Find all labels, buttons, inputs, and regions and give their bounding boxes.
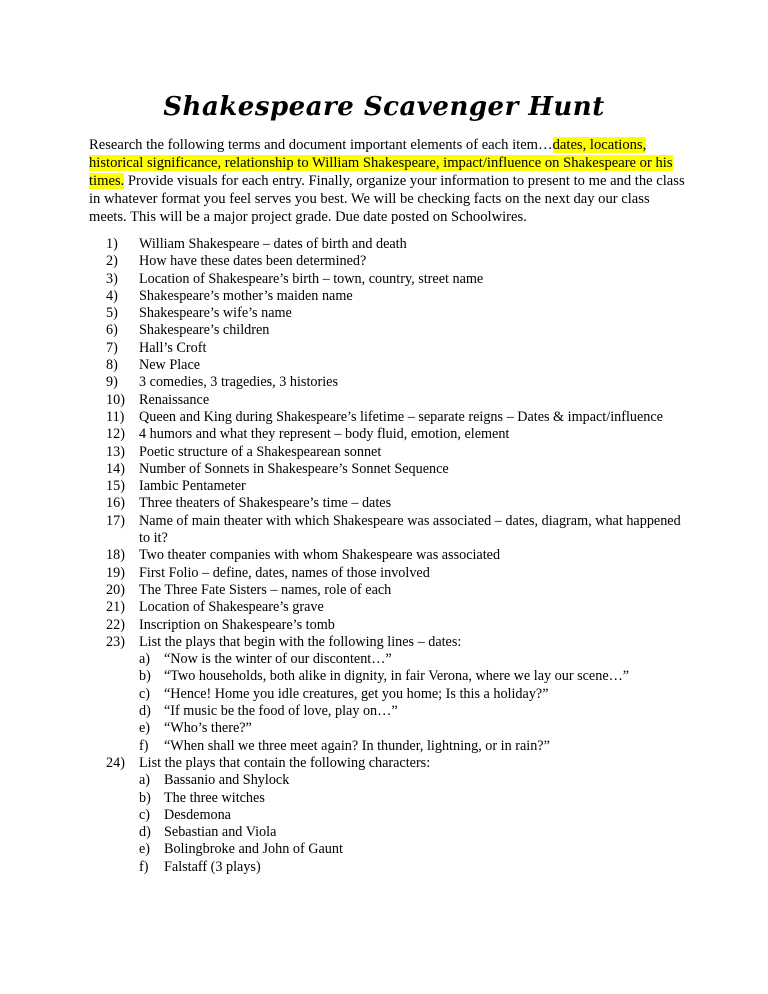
list-item <box>106 582 686 599</box>
list-item-number: 23) <box>106 633 125 650</box>
sub-list-item-text: Bassanio and Shylock <box>164 772 290 789</box>
sub-list-item <box>139 668 686 685</box>
list-item-text: Three theaters of Shakespeare’s time – dates <box>139 495 392 512</box>
list-item <box>106 253 686 270</box>
list-item-text: Shakespeare’s children <box>139 322 270 339</box>
intro-highlighted-text: dates, locations, historical significance, relationship to William Shakespeare, impact/influence on Shakespeare or his times. <box>89 137 673 189</box>
list-item-number: 10) <box>106 391 125 408</box>
list-item-number: 14) <box>106 460 125 477</box>
sub-list-item <box>139 790 686 807</box>
list-item <box>106 617 686 634</box>
list-item <box>106 426 686 443</box>
sub-list-item-letter: f) <box>139 737 149 754</box>
list-item <box>106 236 686 253</box>
sub-list-item <box>139 841 686 858</box>
list-item-number: 15) <box>106 478 125 495</box>
list-item <box>106 322 686 339</box>
sub-list-item-letter: c) <box>139 806 151 823</box>
page-title: Shakespeare Scavenger Hunt <box>163 92 605 122</box>
sub-list-item <box>139 686 686 703</box>
sub-list-item <box>139 772 686 789</box>
list-item <box>106 547 686 564</box>
list-item-text: The Three Fate Sisters – names, role of each <box>139 581 392 598</box>
list-item-number: 11) <box>106 408 125 425</box>
sub-list-item-letter: d) <box>139 824 151 841</box>
list-item-number: 24) <box>106 754 125 771</box>
list-item <box>106 444 686 461</box>
sub-list-item <box>139 738 686 755</box>
list-item <box>106 374 686 391</box>
list-item <box>106 357 686 374</box>
list-item-text: Shakespeare’s wife’s name <box>139 305 292 322</box>
sub-list-item <box>139 807 686 824</box>
sub-list-item-text: Falstaff (3 plays) <box>164 858 261 875</box>
list-item-text: Queen and King during Shakespeare’s lifetime – separate reigns – Dates & impact/influence <box>139 408 663 425</box>
list-item <box>106 409 686 426</box>
list-item-number: 19) <box>106 564 125 581</box>
sub-list-item <box>139 859 686 876</box>
list-item-number: 21) <box>106 599 125 616</box>
list-item-text: Location of Shakespeare’s birth – town, country, street name <box>139 270 484 287</box>
sub-list-item <box>139 651 686 668</box>
list-item-number: 4) <box>106 287 118 304</box>
list-item <box>106 634 686 651</box>
list-item <box>106 305 686 322</box>
sub-list-item-letter: a) <box>139 772 151 789</box>
sub-list-item-letter: b) <box>139 668 151 685</box>
list-item-text: Shakespeare’s mother’s maiden name <box>139 287 353 304</box>
sub-list-item-text: “If music be the food of love, play on…” <box>164 703 398 720</box>
list-item-number: 16) <box>106 495 125 512</box>
list-item-number: 17) <box>106 512 125 529</box>
list-item-number: 5) <box>106 305 118 322</box>
list-item-number: 20) <box>106 581 125 598</box>
list-item-text: Hall’s Croft <box>139 339 207 356</box>
sub-list-item-letter: e) <box>139 841 151 858</box>
list-item <box>106 478 686 495</box>
list-item-number: 18) <box>106 547 125 564</box>
list-item-number: 13) <box>106 443 125 460</box>
sub-list-item-letter: e) <box>139 720 151 737</box>
list-item-number: 7) <box>106 339 118 356</box>
list-item <box>106 565 686 582</box>
intro-text-start: Research the following terms and document important elements of each item… <box>89 137 553 153</box>
sub-list-item-text: The three witches <box>164 789 265 806</box>
intro-paragraph <box>89 136 689 226</box>
list-item-text: Name of main theater with which Shakespeare was associated – dates, diagram, what happened to it? <box>139 512 681 547</box>
sub-list-item-letter: b) <box>139 789 151 806</box>
list-item <box>106 271 686 288</box>
list-item-text: Two theater companies with whom Shakespeare was associated <box>139 547 501 564</box>
list-item-text: William Shakespeare – dates of birth and death <box>139 236 407 252</box>
list-item-text: List the plays that begin with the following lines – dates: <box>139 633 462 650</box>
list-item-text: How have these dates been determined? <box>139 253 367 270</box>
sub-list-item-text: “Now is the winter of our discontent…” <box>164 651 392 668</box>
sub-list-item-letter: c) <box>139 685 151 702</box>
sub-list-item-text: Bolingbroke and John of Gaunt <box>164 841 343 858</box>
list-item-text: 3 comedies, 3 tragedies, 3 histories <box>139 374 338 391</box>
list-item-text: Inscription on Shakespeare’s tomb <box>139 616 335 633</box>
list-item-text: Poetic structure of a Shakespearean sonnet <box>139 443 382 460</box>
list-item-number: 9) <box>106 374 118 391</box>
intro-text-end: Provide visuals for each entry. Finally, organize your information to present to me and the class in whatever format you feel serves you best. We will be checking facts on the next day our class meets. This will be a major project grade. Due date posted on Schoolwires. <box>89 173 685 225</box>
sub-list-item-text: “When shall we three meet again? In thunder, lightning, or in rain?” <box>164 737 550 754</box>
sub-list-item <box>139 720 686 737</box>
list-item <box>106 599 686 616</box>
list-item-number: 6) <box>106 322 118 339</box>
sub-list-item-text: Sebastian and Viola <box>164 824 277 841</box>
list-item-text: Number of Sonnets in Shakespeare’s Sonnet Sequence <box>139 460 449 477</box>
list-item-number: 12) <box>106 426 125 443</box>
list-item-text: Location of Shakespeare’s grave <box>139 599 324 616</box>
list-item-number: 3) <box>106 270 118 287</box>
list-item <box>106 461 686 478</box>
list-item-number: 2) <box>106 253 118 270</box>
list-item <box>106 288 686 305</box>
list-item <box>106 392 686 409</box>
sub-list-item-letter: a) <box>139 651 151 668</box>
list-item-text: New Place <box>139 357 201 374</box>
sub-list-item-text: “Two households, both alike in dignity, in fair Verona, where we lay our scene…” <box>164 668 630 685</box>
sub-list-item <box>139 824 686 841</box>
list-item-text: 4 humors and what they represent – body fluid, emotion, element <box>139 426 510 443</box>
list-item <box>106 495 686 512</box>
sub-list-item-text: “Hence! Home you idle creatures, get you home; Is this a holiday?” <box>164 685 549 702</box>
list-item-text: Iambic Pentameter <box>139 478 246 495</box>
list-item-number: 8) <box>106 357 118 374</box>
sub-list-item <box>139 703 686 720</box>
numbered-list <box>106 236 686 876</box>
list-item-number: 1) <box>106 236 118 252</box>
list-item <box>106 340 686 357</box>
list-item-text: Renaissance <box>139 391 210 408</box>
sub-list-item-text: “Who’s there?” <box>164 720 252 737</box>
list-item <box>106 755 686 772</box>
sub-list-item-letter: d) <box>139 703 151 720</box>
sub-list-item-text: Desdemona <box>164 806 231 823</box>
sub-list-item-letter: f) <box>139 858 149 875</box>
list-item <box>106 513 686 548</box>
list-item-text: List the plays that contain the following characters: <box>139 754 431 771</box>
list-item-text: First Folio – define, dates, names of those involved <box>139 564 430 581</box>
list-item-number: 22) <box>106 616 125 633</box>
